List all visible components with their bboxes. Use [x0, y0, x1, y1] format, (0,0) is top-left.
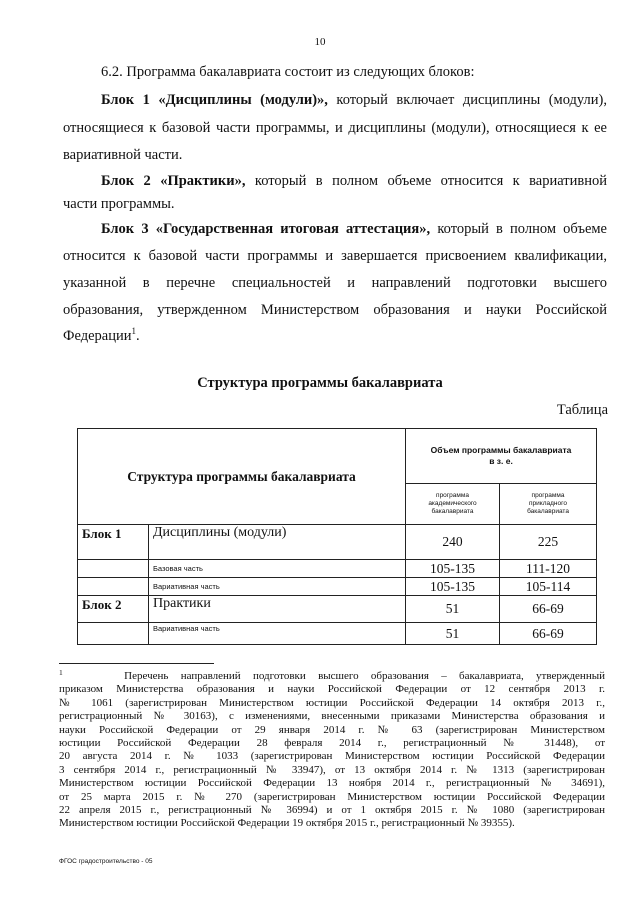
- footnote-line: [59, 670, 605, 683]
- block3-paragraph-line3: указанной в перечне специальностей и направлений подготовки высшего: [63, 275, 607, 291]
- row-block-cell: Блок 2: [78, 596, 149, 623]
- header-volume-line2: в з. е.: [489, 456, 513, 466]
- row-block-cell: [78, 623, 149, 645]
- header-academic-line2: академического: [428, 500, 477, 507]
- table-row: [78, 596, 597, 623]
- block2-paragraph-line2: части программы.: [63, 196, 175, 212]
- header-applied-line1: программа: [531, 492, 565, 499]
- header-structure: Структура программы бакалавриата: [78, 429, 406, 525]
- row-name-cell: Вариативная часть: [149, 578, 406, 596]
- row-academic-cell: 240: [406, 525, 500, 560]
- program-structure-table: [77, 428, 597, 645]
- footnote-line: 22 апреля 2015 г., регистрационный № 36994) и от 1 октября 2015 г. № 1080 (зарегистрирован: [59, 804, 605, 817]
- row-applied-cell: 66-69: [500, 623, 597, 645]
- block3-last-text: Федерации: [63, 328, 132, 344]
- header-volume-line1: Объем программы бакалавриата: [430, 445, 572, 455]
- row-academic-cell: 51: [406, 623, 500, 645]
- row-block-cell: [78, 578, 149, 596]
- footnote-line: № 1061 (зарегистрирован Министерством юстиции Российской Федерации 14 октября 2013 г.,: [59, 696, 605, 709]
- block1-heading: Блок 1 «Дисциплины (модули)»,: [101, 92, 328, 108]
- block1-paragraph-line1: [101, 91, 607, 109]
- page-footer: ФГОС градостроительство - 05: [59, 858, 153, 865]
- header-applied-line3: бакалавриата: [527, 508, 569, 515]
- table-row: [78, 623, 597, 645]
- row-name-cell: Практики: [149, 596, 406, 623]
- table-row: [78, 560, 597, 578]
- footnote-reference: 1: [131, 326, 136, 336]
- table-title: Структура программы бакалавриата: [197, 375, 443, 391]
- row-academic-cell: 105-135: [406, 578, 500, 596]
- block3-paragraph-line5: [63, 327, 140, 345]
- intro-paragraph: 6.2. Программа бакалавриата состоит из следующих блоков:: [101, 64, 475, 80]
- footnote-line: науки Российской Федерации от 29 января 2014 г. № 63 (зарегистрирован Министерством: [59, 723, 605, 736]
- footnote-line-text: Перечень направлений подготовки высшего образования – бакалавриата, утвержденный: [124, 670, 605, 682]
- footnote-line: приказом Министерства образования и науки Российской Федерации от 12 сентября 2013 г.: [59, 683, 605, 696]
- block2-text: который в полном объеме относится к вариативной: [245, 173, 607, 189]
- header-academic-line1: программа: [436, 492, 469, 499]
- block1-paragraph-line2: относящиеся к базовой части программы, и дисциплины (модули), относящиеся к ее: [63, 120, 607, 136]
- block3-text: который в полном объеме: [430, 221, 607, 237]
- footnote-line: от 25 марта 2015 г. № 270 (зарегистрирован Министерством юстиции Российской Федерации: [59, 790, 605, 803]
- footnote-line: регистрационный № 30163), с изменениями, внесенными приказами Министерства образования и: [59, 710, 605, 723]
- header-academic-line3: бакалавриата: [431, 508, 474, 515]
- block1-paragraph-line3: вариативной части.: [63, 147, 183, 163]
- block3-paragraph-line2: относится к базовой части программы и завершается присвоением квалификации,: [63, 248, 607, 264]
- table-row: [78, 578, 597, 596]
- table-label: Таблица: [556, 402, 608, 418]
- footnote-divider: [59, 663, 214, 664]
- block3-heading: Блок 3 «Государственная итоговая аттестация»,: [101, 221, 431, 237]
- footnote: [59, 670, 605, 831]
- row-applied-cell: 105-114: [500, 578, 597, 596]
- row-academic-cell: 51: [406, 596, 500, 623]
- footnote-line: Министерством юстиции Российской Федерации 19 октября 2015 г., регистрационный № 39355).: [59, 817, 515, 830]
- footnote-line: 3 сентября 2014 г., регистрационный № 33947), от 13 октября 2014 г. № 1313 (зарегистрирован: [59, 763, 605, 776]
- page-number: 10: [314, 36, 326, 48]
- footnote-line: 20 августа 2014 г. № 1033 (зарегистрирован Министерством юстиции Российской Федерации: [59, 750, 605, 763]
- block2-heading: Блок 2 «Практики»,: [101, 173, 246, 189]
- row-academic-cell: 105-135: [406, 560, 500, 578]
- row-name-cell: Базовая часть: [149, 560, 406, 578]
- block3-period: .: [135, 328, 140, 344]
- block1-text: который включает дисциплины (модули),: [327, 92, 607, 108]
- footnote-mark: 1: [59, 668, 63, 677]
- header-applied-line2: прикладного: [529, 500, 567, 507]
- footnote-line: Министерством юстиции Российской Федерации 13 ноября 2014 г., регистрационный № 34691),: [59, 777, 605, 790]
- table-row: [78, 525, 597, 560]
- header-volume: [406, 429, 597, 484]
- header-applied: [500, 484, 597, 525]
- block2-paragraph-line1: [101, 172, 607, 190]
- row-applied-cell: 111-120: [500, 560, 597, 578]
- row-applied-cell: 66-69: [500, 596, 597, 623]
- header-academic: [406, 484, 500, 525]
- block3-paragraph-line4: образования, утвержденном Министерством образования и науки Российской: [63, 302, 607, 318]
- block3-paragraph-line1: [101, 220, 607, 238]
- row-block-cell: [78, 560, 149, 578]
- row-name-cell: Дисциплины (модули): [149, 525, 406, 560]
- footnote-line: юстиции Российской Федерации 28 февраля 2014 г., регистрационный № 31448), от: [59, 737, 605, 750]
- row-block-cell: Блок 1: [78, 525, 149, 560]
- row-applied-cell: 225: [500, 525, 597, 560]
- row-name-cell: Вариативная часть: [149, 623, 406, 645]
